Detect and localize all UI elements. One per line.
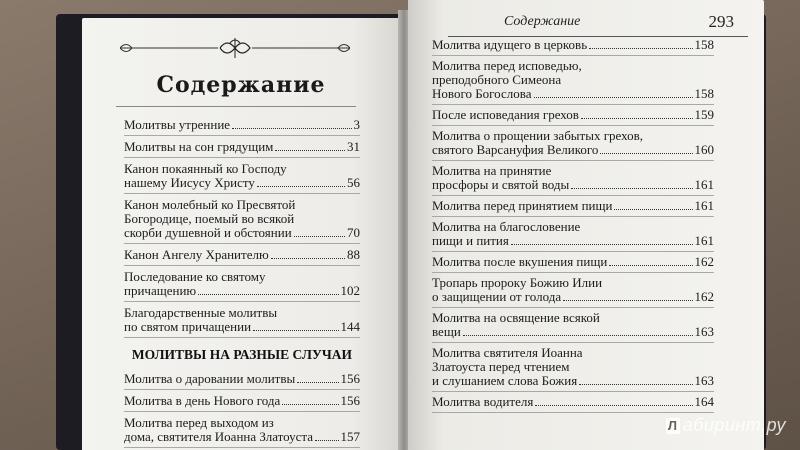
toc-entry-line xyxy=(124,248,360,262)
entry-separator xyxy=(124,135,360,136)
toc-entry xyxy=(124,306,360,334)
toc-entry-line xyxy=(432,129,714,143)
toc-entry xyxy=(432,311,714,339)
toc-entry xyxy=(124,270,360,298)
toc-list-right xyxy=(432,38,714,416)
dot-leader xyxy=(232,128,351,129)
toc-entry-line xyxy=(432,346,714,360)
dot-leader xyxy=(294,236,345,237)
toc-entry-title: скорби душевной и обстоянии xyxy=(124,225,292,240)
running-head xyxy=(448,14,748,34)
toc-entry-line xyxy=(432,38,714,52)
toc-entry-line xyxy=(432,73,714,87)
toc-entry-line xyxy=(432,325,714,339)
toc-page-number: 161 xyxy=(694,233,714,248)
toc-page-number: 157 xyxy=(340,429,360,444)
dot-leader xyxy=(535,405,692,406)
entry-separator xyxy=(432,125,714,126)
dot-leader xyxy=(257,186,345,187)
entry-separator xyxy=(124,301,360,302)
toc-page-number: 159 xyxy=(694,107,714,122)
toc-entry-line xyxy=(432,290,714,304)
dot-leader xyxy=(534,97,693,98)
toc-entry-line xyxy=(124,226,360,240)
entry-separator xyxy=(432,216,714,217)
toc-entry-line xyxy=(432,59,714,73)
toc-entry-title: Благодарственные молитвы xyxy=(124,305,278,320)
toc-entry-line xyxy=(124,270,360,284)
toc-entry-title: Молитва перед выходом из xyxy=(124,415,274,430)
entry-separator xyxy=(124,157,360,158)
entry-separator xyxy=(432,342,714,343)
toc-page-number: 56 xyxy=(347,175,360,190)
toc-entry xyxy=(124,198,360,240)
toc-entry-line xyxy=(124,306,360,320)
toc-entry-line xyxy=(432,178,714,192)
toc-entry xyxy=(432,164,714,192)
toc-entry-line xyxy=(124,176,360,190)
toc-entry-line xyxy=(124,162,360,176)
toc-entry-line xyxy=(432,360,714,374)
dot-leader xyxy=(315,440,338,441)
watermark-text: абиринт.ру xyxy=(682,415,786,435)
toc-entry-title: Златоуста перед чтением xyxy=(432,359,570,374)
entry-separator xyxy=(124,447,360,448)
toc-page-number: 3 xyxy=(353,117,360,132)
toc-entry-title: Молитва перед принятием пищи xyxy=(432,198,613,213)
toc-entry xyxy=(124,118,360,132)
dot-leader xyxy=(297,382,338,383)
entry-separator xyxy=(124,411,360,412)
dot-leader xyxy=(563,300,692,301)
toc-entry-title: Молитва водителя xyxy=(432,394,534,409)
toc-entry-line xyxy=(432,276,714,290)
toc-entry xyxy=(124,394,360,408)
toc-page-number: 70 xyxy=(347,225,360,240)
dot-leader xyxy=(282,404,338,405)
toc-entry-title: Тропарь пророку Божию Илии xyxy=(432,275,603,290)
toc-entry xyxy=(124,372,360,386)
toc-entry xyxy=(432,38,714,52)
toc-entry-line xyxy=(432,164,714,178)
heading-rule xyxy=(116,106,356,107)
toc-entry-line xyxy=(432,108,714,122)
toc-page-number: 162 xyxy=(694,254,714,269)
toc-entry-title: Канон покаянный ко Господу xyxy=(124,161,287,176)
toc-entry-line xyxy=(124,394,360,408)
entry-separator xyxy=(432,104,714,105)
toc-entry-title: просфоры и святой воды xyxy=(432,177,570,192)
toc-entry-title: Богородице, поемый во всякой xyxy=(124,211,295,226)
toc-entry-line xyxy=(124,416,360,430)
toc-entry-title: Молитва на освящение всякой xyxy=(432,310,600,325)
toc-page-number: 144 xyxy=(340,319,360,334)
toc-page-number: 158 xyxy=(694,37,714,52)
dot-leader xyxy=(589,48,692,49)
watermark-logo-icon: Л xyxy=(666,418,680,434)
toc-page-number: 161 xyxy=(694,198,714,213)
entry-separator xyxy=(124,389,360,390)
dot-leader xyxy=(581,118,693,119)
toc-entry-line xyxy=(432,311,714,325)
dot-leader xyxy=(463,335,693,336)
toc-entry-title: причащению xyxy=(124,283,197,298)
toc-page-number: 160 xyxy=(694,142,714,157)
toc-entry-title: Молитвы утренние xyxy=(124,117,231,132)
ornament-divider xyxy=(120,36,350,60)
toc-page-number: 31 xyxy=(347,139,360,154)
toc-entry-title: Нового Богослова xyxy=(432,86,532,101)
section-heading: МОЛИТВЫ НА РАЗНЫЕ СЛУЧАИ xyxy=(131,347,353,362)
toc-entry-title: Молитвы на сон грядущим xyxy=(124,139,274,154)
dot-leader xyxy=(511,244,693,245)
dot-leader xyxy=(614,209,692,210)
dot-leader xyxy=(198,294,338,295)
toc-entry-line xyxy=(124,118,360,132)
toc-entry-title: дома, святителя Иоанна Златоуста xyxy=(124,429,314,444)
toc-page-number: 156 xyxy=(340,393,360,408)
toc-entry-title: После исповедания грехов xyxy=(432,107,579,122)
toc-page-number: 163 xyxy=(694,324,714,339)
toc-entry xyxy=(124,248,360,262)
toc-entry-line xyxy=(432,255,714,269)
toc-entry-title: Молитва святителя Иоанна xyxy=(432,345,583,360)
toc-entry-line xyxy=(124,212,360,226)
toc-entry-line xyxy=(124,140,360,154)
entry-separator xyxy=(124,193,360,194)
toc-entry-line xyxy=(124,372,360,386)
toc-entry-title: Последование ко святому xyxy=(124,269,266,284)
entry-separator xyxy=(124,337,360,338)
toc-entry-line xyxy=(432,143,714,157)
toc-entry-title: святого Варсануфия Великого xyxy=(432,142,599,157)
toc-list-left xyxy=(124,118,360,450)
toc-page-number: 156 xyxy=(340,371,360,386)
toc-entry-line xyxy=(432,234,714,248)
toc-page-number: 161 xyxy=(694,177,714,192)
toc-page-number: 102 xyxy=(340,283,360,298)
toc-entry-line xyxy=(432,199,714,213)
entry-separator xyxy=(432,195,714,196)
toc-entry-title: Канон молебный ко Пресвятой xyxy=(124,197,296,212)
toc-entry-title: Канон Ангелу Хранителю xyxy=(124,247,269,262)
toc-entry xyxy=(432,108,714,122)
dot-leader xyxy=(609,265,692,266)
toc-entry-line xyxy=(432,220,714,234)
watermark xyxy=(666,415,786,436)
entry-separator xyxy=(124,265,360,266)
dot-leader xyxy=(579,384,692,385)
toc-entry-title: Молитва после вкушения пищи xyxy=(432,254,608,269)
toc-entry-title: Молитва в день Нового года xyxy=(124,393,281,408)
toc-entry-line xyxy=(124,320,360,334)
dot-leader xyxy=(275,150,345,151)
toc-page-number: 164 xyxy=(694,394,714,409)
toc-entry xyxy=(124,162,360,190)
toc-page-number: 163 xyxy=(694,373,714,388)
toc-entry-title: Молитва идущего в церковь xyxy=(432,37,588,52)
entry-separator xyxy=(432,251,714,252)
entry-separator xyxy=(432,160,714,161)
toc-heading: Содержание xyxy=(156,72,326,98)
entry-separator xyxy=(432,55,714,56)
toc-entry-line xyxy=(432,374,714,388)
toc-entry-title: Молитва на принятие xyxy=(432,163,552,178)
toc-entry xyxy=(432,129,714,157)
toc-entry-title: Молитва о даровании молитвы xyxy=(124,371,296,386)
toc-entry xyxy=(124,140,360,154)
toc-entry xyxy=(432,276,714,304)
toc-entry xyxy=(432,59,714,101)
page-number: 293 xyxy=(708,12,734,31)
toc-entry-line xyxy=(432,395,714,409)
toc-page-number: 162 xyxy=(694,289,714,304)
entry-separator xyxy=(432,412,714,413)
toc-entry-line xyxy=(124,430,360,444)
toc-entry-title: Молитва на благословение xyxy=(432,219,581,234)
toc-entry xyxy=(432,395,714,409)
toc-entry-title: вещи xyxy=(432,324,461,339)
running-head-title: Содержание xyxy=(504,14,581,29)
toc-entry-title: Молитва о прощении забытых грехов, xyxy=(432,128,644,143)
toc-entry-title: пищи и пития xyxy=(432,233,509,248)
entry-separator xyxy=(432,307,714,308)
entry-separator xyxy=(432,272,714,273)
toc-entry xyxy=(432,199,714,213)
toc-page-number: 158 xyxy=(694,86,714,101)
entry-separator xyxy=(432,391,714,392)
toc-entry-title: преподобного Симеона xyxy=(432,72,562,87)
toc-entry xyxy=(432,255,714,269)
toc-page-number: 88 xyxy=(347,247,360,262)
toc-entry-title: о защищении от голода xyxy=(432,289,562,304)
entry-separator xyxy=(124,243,360,244)
toc-entry-title: по святом причащении xyxy=(124,319,252,334)
dot-leader xyxy=(571,188,692,189)
dot-leader xyxy=(271,258,345,259)
toc-entry xyxy=(124,416,360,444)
toc-entry-title: и слушанием слова Божия xyxy=(432,373,578,388)
toc-entry-title: Молитва перед исповедью, xyxy=(432,58,582,73)
left-page xyxy=(82,18,400,450)
dot-leader xyxy=(253,330,338,331)
right-page xyxy=(408,0,764,450)
toc-entry-line xyxy=(124,284,360,298)
toc-entry-line xyxy=(432,87,714,101)
toc-entry xyxy=(432,346,714,388)
toc-entry xyxy=(432,220,714,248)
toc-entry-title: нашему Иисусу Христу xyxy=(124,175,255,190)
dot-leader xyxy=(600,153,692,154)
toc-entry-line xyxy=(124,198,360,212)
